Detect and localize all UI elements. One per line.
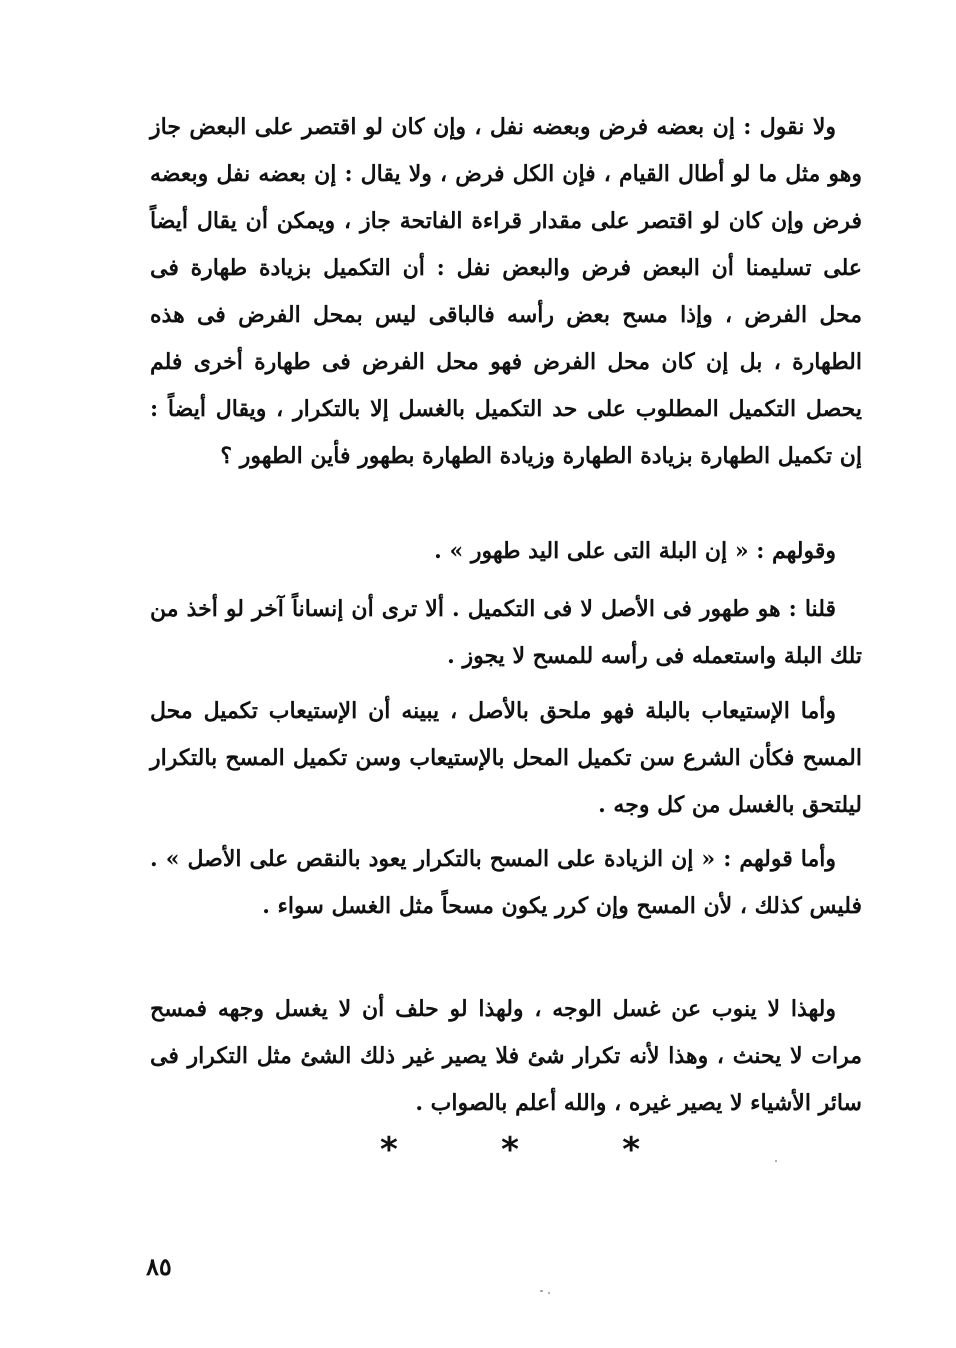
section-separator bbox=[380, 1130, 640, 1170]
scan-speck bbox=[540, 1290, 543, 1292]
separator-asterisk: * bbox=[622, 1130, 640, 1170]
paragraph-6: ولهذا لا ينوب عن غسل الوجه ، ولهذا لو حلف أن لا يغسل وجهه فمسح مرات لا يحنث ، وهذا لأنه تكرار شئ فلا يصير غير ذلك الشئ مثل التكرار فى سائر الأشياء لا يصير غيره ، والله أعلم بالصواب . bbox=[150, 996, 862, 1116]
paragraph-3: قلنا : هو طهور فى الأصل لا فى التكميل . ألا ترى أن إنساناً آخر لو أخذ من تلك البلة واستعمله فى رأسه للمسح لا يجوز . bbox=[150, 596, 862, 669]
paragraph-1: ولا نقول : إن بعضه فرض وبعضه نفل ، وإن كان لو اقتصر على البعض جاز وهو مثل ما لو أطال القيام ، فإن الكل فرض ، ولا يقال : إن بعضه نفل وبعضه فرض وإن كان لو اقتصر على مقدار قراءة الفاتحة جاز ، ويمكن أن يقال أيضاً على تسليمنا أن البعض فرض والبعض نفل : أن التكميل بزيادة طهارة فى محل الفرض ، وإذا مسح بعض رأسه فالباقى ليس بمحل الفرض فى هذه الطهارة ، بل إن كان محل الفرض فهو محل الفرض فى طهارة أخرى فلم يحصل التكميل المطلوب على حد التكميل بالغسل إلا بالتكرار ، ويقال أيضاً : إن تكميل الطهارة بزيادة الطهارة وزيادة الطهارة بطهور فأين الطهور ؟ bbox=[150, 114, 862, 469]
paragraph-4: وأما الإستيعاب بالبلة فهو ملحق بالأصل ، يبينه أن الإستيعاب تكميل محل المسح فكأن الشرع سن تكميل المحل بالإستيعاب وسن تكميل المسح بالتكرار ليلتحق بالغسل من كل وجه . bbox=[150, 698, 862, 818]
separator-asterisk: * bbox=[380, 1130, 398, 1170]
scan-speck bbox=[775, 1160, 777, 1162]
paragraph-2: وقولهم : « إن البلة التى على اليد طهور » . bbox=[434, 538, 836, 564]
page-number: ٨٥ bbox=[146, 1252, 172, 1281]
paragraph-5: وأما قولهم : « إن الزيادة على المسح بالتكرار يعود بالنقص على الأصل » . فليس كذلك ، لأن المسح وإن كرر يكون مسحاً مثل الغسل سواء . bbox=[150, 846, 862, 919]
scan-speck bbox=[548, 1292, 550, 1294]
separator-asterisk: * bbox=[501, 1130, 519, 1170]
